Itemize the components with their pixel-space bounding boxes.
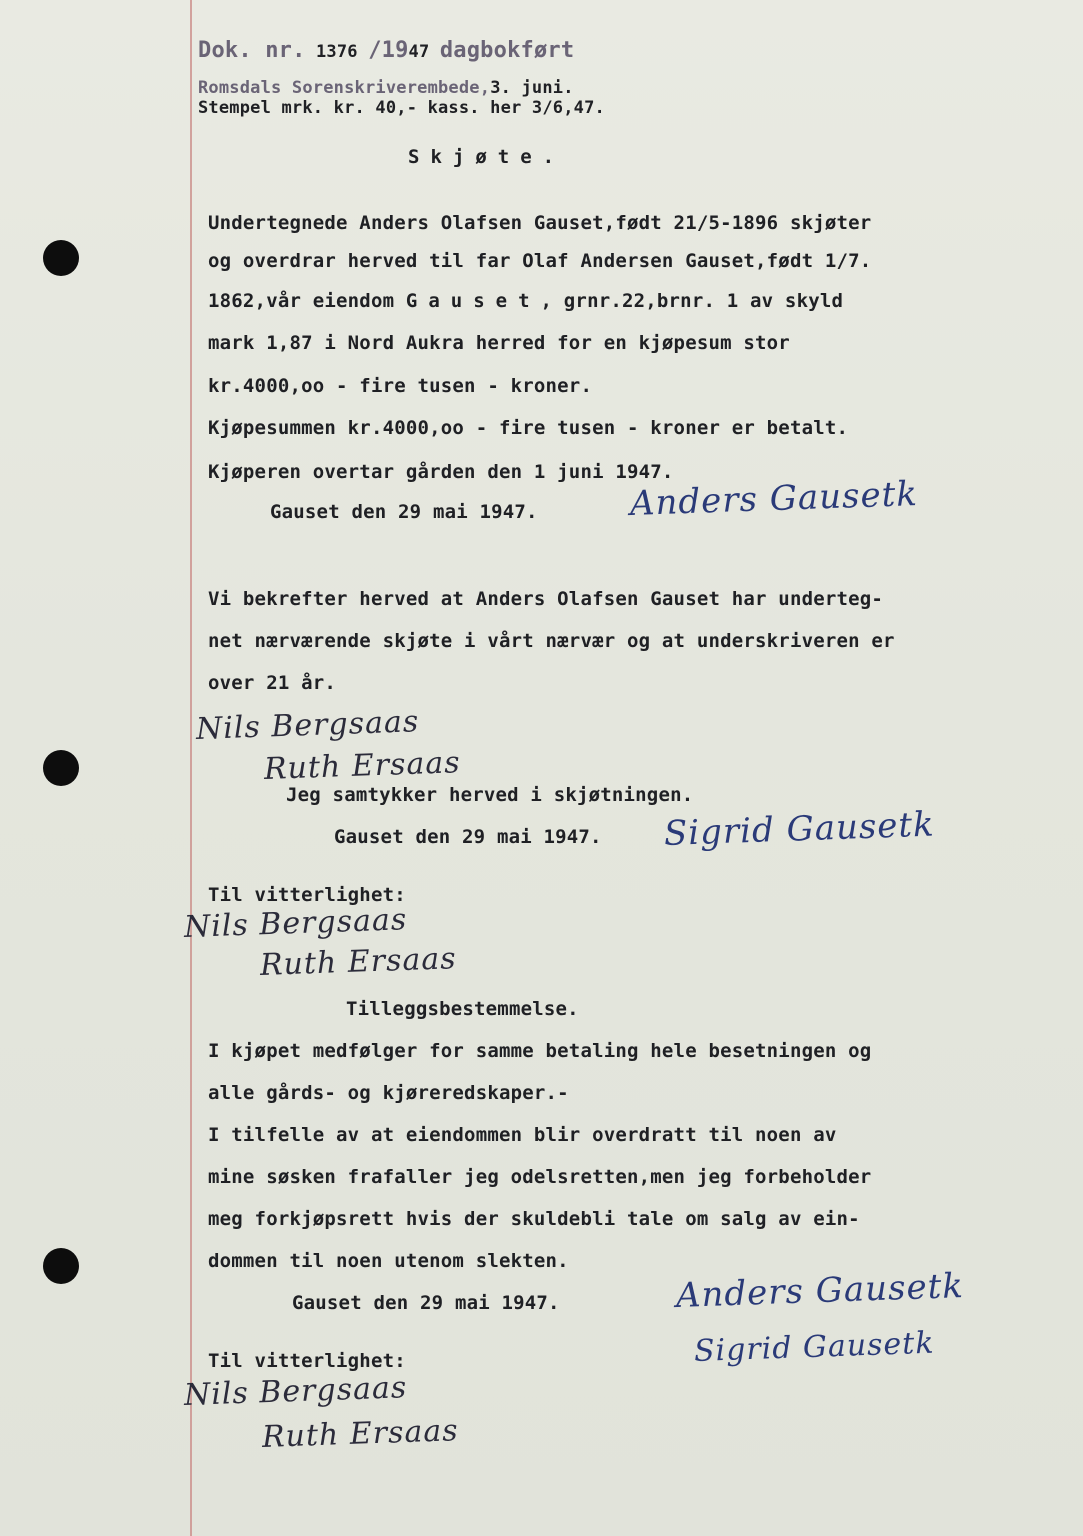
signature-sigrid: Sigrid Gausetk [693, 1325, 936, 1369]
signature-anders: Anders Gausetk [675, 1265, 965, 1316]
addendum-line: dommen til noen utenom slekten. [208, 1250, 569, 1272]
punch-hole [43, 240, 79, 276]
addendum-line: I tilfelle av at eiendommen blir overdratt til noen av [208, 1124, 837, 1146]
signature-witness-a: Nils Bergsaas [183, 902, 408, 945]
year-suffix: 47 [408, 42, 430, 62]
deed-line: Undertegnede Anders Olafsen Gauset,født 21/5-1896 skjøter [208, 212, 872, 234]
dok-label: Dok. nr. [198, 38, 306, 63]
signature-anders: Anders Gausetk [629, 473, 919, 524]
addendum-line: mine søsken frafaller jeg odelsretten,men jeg forbeholder [208, 1166, 872, 1188]
signature-sigrid: Sigrid Gausetk [663, 804, 936, 854]
document-title: Skjøte. [408, 146, 566, 168]
stamp-date: 3. juni. [490, 78, 574, 98]
red-margin-line [190, 0, 192, 1536]
consent-line: Jeg samtykker herved i skjøtningen. [286, 784, 694, 806]
office-line [198, 78, 574, 98]
signature-witness-b: Ruth Ersaas [259, 941, 458, 983]
signature-witness-a: Nils Bergsaas [183, 1370, 408, 1413]
signature-witness-b: Ruth Ersaas [261, 1413, 460, 1455]
addendum-line: alle gårds- og kjøreredskaper.- [208, 1082, 569, 1104]
deed-line: og overdrar herved til far Olaf Andersen Gauset,født 1/7. [208, 250, 872, 272]
place-date: Gauset den 29 mai 1947. [334, 826, 602, 848]
deed-line: mark 1,87 i Nord Aukra herred for en kjøpesum stor [208, 332, 790, 354]
addendum-title: Tilleggsbestemmelse. [346, 998, 579, 1020]
addendum-line: meg forkjøpsrett hvis der skuldebli tale om salg av ein- [208, 1208, 860, 1230]
year-slash: /19 [368, 38, 409, 63]
witness-line: over 21 år. [208, 672, 337, 694]
signature-witness-a: Nils Bergsaas [195, 704, 420, 747]
signature-witness-b: Ruth Ersaas [263, 745, 462, 787]
deed-line: Kjøperen overtar gården den 1 juni 1947. [208, 461, 674, 483]
witness-label: Til vitterlighet: [208, 884, 406, 906]
place-date: Gauset den 29 mai 1947. [292, 1292, 560, 1314]
place-date: Gauset den 29 mai 1947. [270, 501, 538, 523]
deed-line: kr.4000,oo - fire tusen - kroner. [208, 375, 593, 397]
dok-number: 1376 [316, 42, 358, 62]
punch-hole [43, 1248, 79, 1284]
punch-hole [43, 750, 79, 786]
office-text: Romsdals Sorenskriverembede, [198, 78, 491, 98]
property-name: Gauset [405, 290, 541, 312]
witness-line: Vi bekrefter herved at Anders Olafsen Gauset har underteg- [208, 588, 884, 610]
deed-line: 1862,vår eiendom Gauset, grnr.22,brnr. 1 av skyld [208, 290, 844, 312]
addendum-line: I kjøpet medfølger for samme betaling hele besetningen og [208, 1040, 872, 1062]
witness-line: net nærværende skjøte i vårt nærvær og at underskriveren er [208, 630, 895, 652]
stamp-fee-line: Stempel mrk. kr. 40,- kass. her 3/6,47. [198, 98, 605, 118]
book-label: dagbokført [439, 38, 575, 63]
witness-label: Til vitterlighet: [208, 1350, 406, 1372]
deed-line: Kjøpesummen kr.4000,oo - fire tusen - kroner er betalt. [208, 417, 849, 439]
stamp-header [198, 38, 574, 63]
